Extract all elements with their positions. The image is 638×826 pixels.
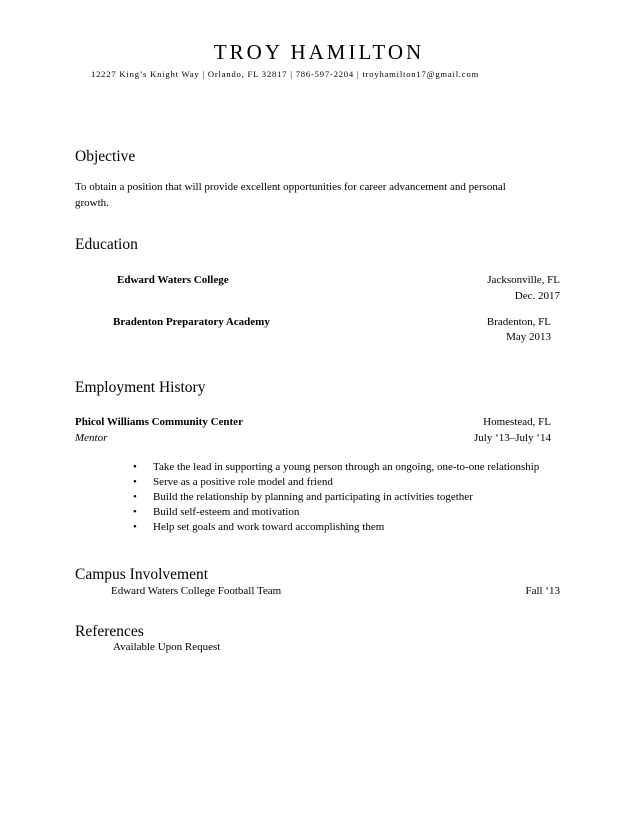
list-item: • Build self-esteem and motivation [133,506,300,518]
job-dates: July ‘13–July ‘14 [474,432,551,444]
bullet-icon: • [133,491,137,503]
list-item: • Take the lead in supporting a young person through an ongoing, one-to-one relationship [133,461,540,473]
references-heading: References [75,623,144,640]
campus-heading: Campus Involvement [75,566,209,583]
school-name: Bradenton Preparatory Academy [113,316,270,328]
bullet-icon: • [133,506,137,518]
school-location: Jacksonville, FL [487,274,560,286]
contact-line: 12227 King’s Knight Way | Orlando, FL 32817 | 786-597-2204 | troyhamilton17@gmail.com [90,69,480,79]
duties-list [133,460,539,535]
objective-heading: Objective [75,148,136,165]
school-location: Bradenton, FL [486,316,551,328]
list-item: • Serve as a positive role model and friend [133,476,333,488]
list-item: • Build the relationship by planning and participating in activities together [133,491,473,503]
school-date: May 2013 [506,331,551,343]
resume-name: TROY HAMILTON [213,40,425,64]
employment-heading: Employment History [75,379,206,396]
campus-date: Fall ‘13 [525,585,560,597]
objective-text-line-2: growth. [75,197,109,209]
bullet-icon: • [133,476,137,488]
bullet-icon: • [133,521,137,533]
list-item: • Help set goals and work toward accomplishing them [133,521,385,533]
objective-text-line-1: To obtain a position that will provide excellent opportunities for career advancement and personal [75,181,506,193]
bullet-icon: • [133,461,137,473]
school-date: Dec. 2017 [514,290,560,302]
employer-location: Homestead, FL [483,416,551,428]
references-text: Available Upon Request [113,641,221,653]
campus-item: Edward Waters College Football Team [111,585,282,597]
school-name: Edward Waters College [117,274,229,286]
employer-name: Phicol Williams Community Center [75,416,243,428]
job-title: Mentor [75,432,108,444]
education-heading: Education [75,236,138,253]
